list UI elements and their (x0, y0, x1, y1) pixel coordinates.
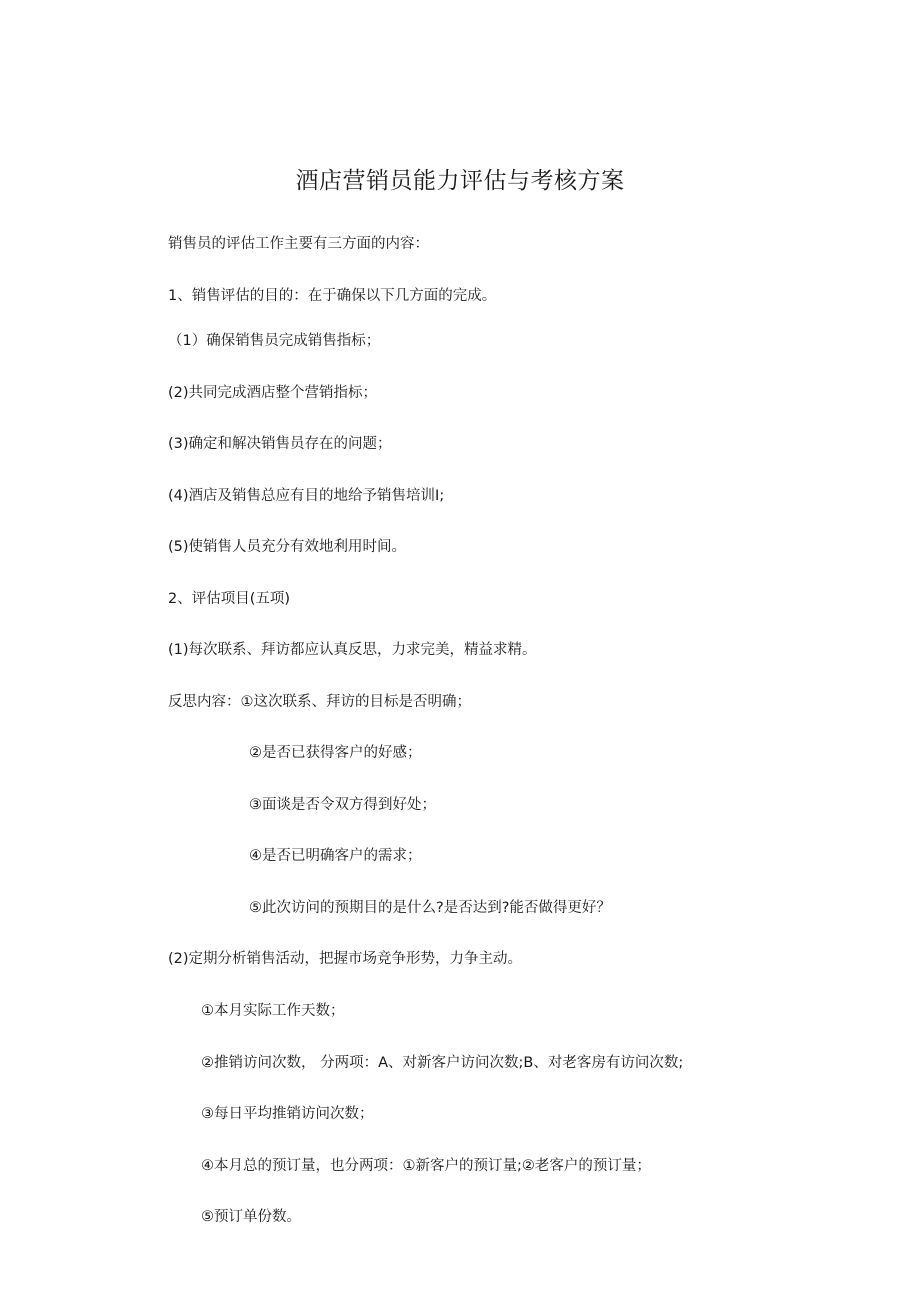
reflection-item: ⑤此次访问的预期目的是什么?是否达到?能否做得更好？ (249, 900, 611, 916)
section-1-item: (2)共同完成酒店整个营销指标； (168, 385, 378, 401)
analysis-item: ③每日平均推销访问次数； (201, 1106, 374, 1122)
analysis-item: ⑤预订单份数。 (201, 1209, 301, 1225)
reflection-item: ③面谈是否令双方得到好处； (249, 797, 436, 813)
section-1-heading: 1、销售评估的目的：在于确保以下几方面的完成。 (168, 288, 497, 304)
section-2-item-2: (2)定期分析销售活动，把握市场竞争形势，力争主动。 (168, 951, 523, 967)
analysis-item: ①本月实际工作天数； (201, 1003, 345, 1019)
intro-paragraph: 销售员的评估工作主要有三方面的内容： (168, 236, 429, 252)
reflection-item: ④是否已明确客户的需求； (249, 848, 422, 864)
section-2-item-1: (1)每次联系、拜访都应认真反思，力求完美，精益求精。 (168, 642, 537, 658)
reflection-label: 反思内容：①这次联系、拜访的目标是否明确； (168, 694, 471, 710)
section-1-item: (3)确定和解决销售员存在的问题； (168, 436, 392, 452)
reflection-item: ②是否已获得客户的好感； (249, 745, 422, 761)
analysis-item: ④本月总的预订量，也分两项：①新客户的预订量;②老客户的预订量； (201, 1158, 651, 1174)
section-1-item: (4)酒店及销售总应有目的地给予销售培训I; (168, 488, 445, 504)
section-1-item: (5)使销售人员充分有效地利用时间。 (168, 539, 407, 555)
analysis-item: ②推销访问次数， 分两项：A、对新客户访问次数;B、对老客房有访问次数; (201, 1055, 684, 1071)
document-title: 酒店营销员能力评估与考核方案 (295, 168, 625, 194)
section-1-item: （1）确保销售员完成销售指标； (168, 333, 381, 349)
section-2-heading: 2、评估项目(五项) (168, 591, 291, 607)
